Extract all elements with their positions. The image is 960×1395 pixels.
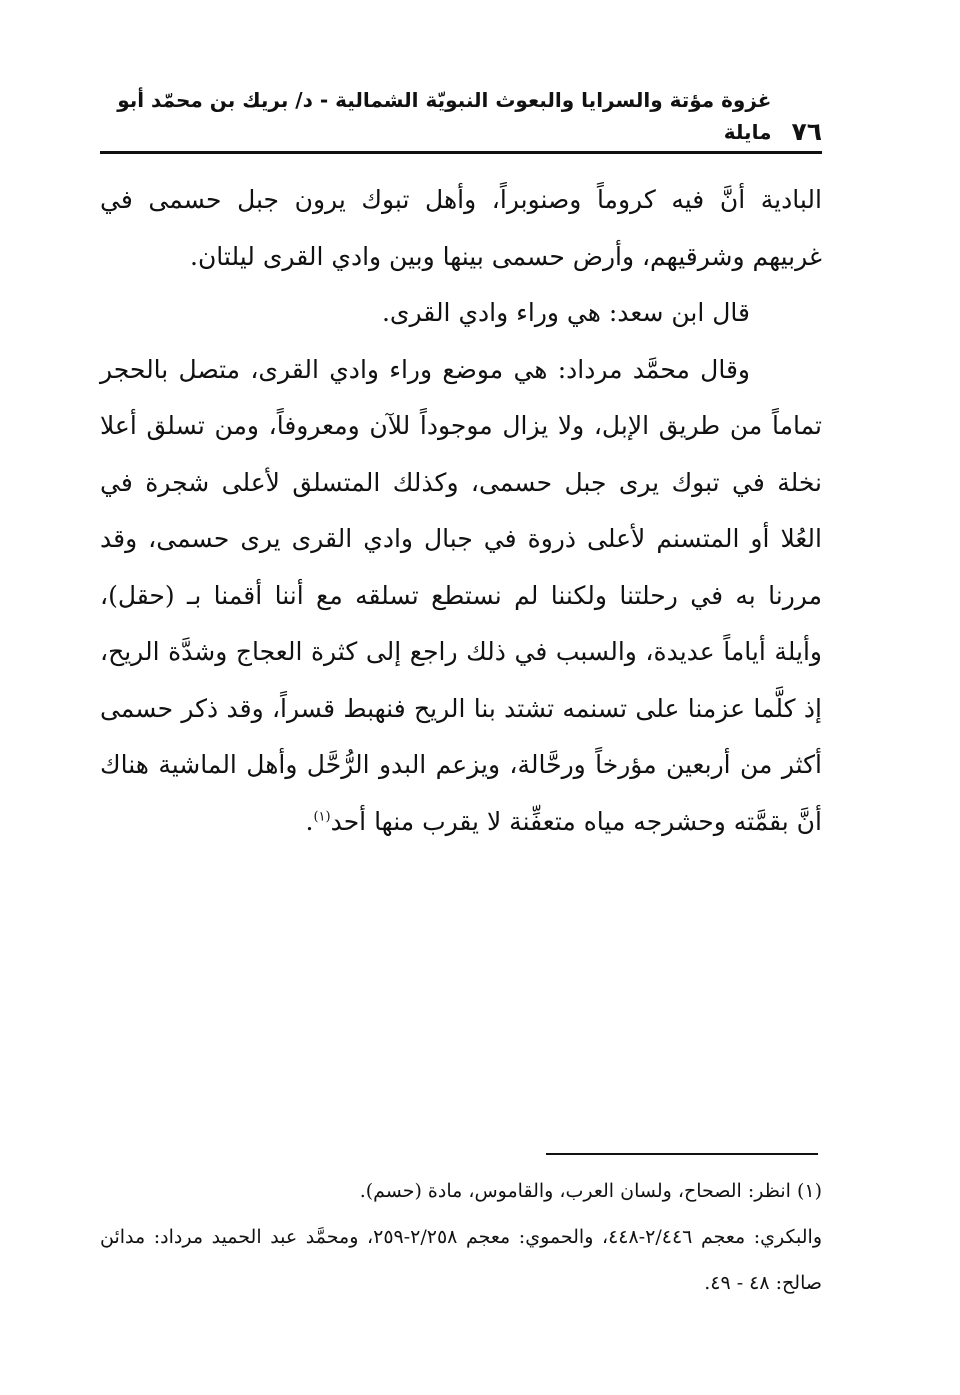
main-text	[100, 172, 822, 850]
paragraph-text: وقال محمَّد مرداد: هي موضع وراء وادي القرى، متصل بالحجر تماماً من طريق الإبل، ولا يزال موجوداً للآن ومعروفاً، ومن تسلق أعلا نخلة في تبوك يرى جبل حسمى، وكذلك المتسلق لأعلى شجرة في العُلا أو المتسنم لأعلى ذروة في جبال وادي القرى يرى حسمى، وقد مررنا به في رحلتنا ولكننا لم نستطع تسلقه مع أننا أقمنا بـ (حقل)، وأيلة أياماً عديدة، والسبب في ذلك راجع إلى كثرة العجاج وشدَّة الريح، إذ كلَّما عزمنا على تسنمه تشتد بنا الريح فنهبط قسراً، وقد ذكر حسمى أكثر من أربعين مؤرخاً ورحَّالة، ويزعم البدو الرُّحَّل وأهل الماشية هناك أنَّ بقمَّته وحشرجه مياه متعفِّنة لا يقرب منها أحد	[100, 354, 822, 836]
paragraph: قال ابن سعد: هي وراء وادي القرى.	[381, 298, 750, 327]
paragraph: البادية أنَّ فيه كروماً وصنوبراً، وأهل تبوك يرون جبل حسمى في غربيهم وشرقيهم، وأرض حسمى بينها وبين وادي القرى ليلتان.	[100, 185, 822, 271]
footnote-marker[interactable]: (١)	[313, 809, 331, 825]
footnote-rule	[546, 1153, 818, 1155]
footnote-line: (١) انظر: الصحاح، ولسان العرب، والقاموس، مادة (حسم).	[359, 1180, 822, 1202]
header-rule	[100, 151, 822, 154]
running-title: غزوة مؤتة والسرايا والبعوث النبويّة الشمالية - د/ بريك بن محمّد أبو مايلة	[117, 88, 772, 144]
footnote-line: والبكري: معجم ٢/٤٤٦-٤٤٨، والحموي: معجم ٢/٢٥٨-٢٥٩، ومحمَّد عبد الحميد مرداد: مدائن صالح: ٤٨ - ٤٩.	[100, 1226, 823, 1294]
paragraph-end: .	[305, 806, 314, 836]
paragraph	[100, 342, 822, 851]
footnotes	[100, 1168, 822, 1306]
page-header	[100, 88, 822, 148]
page-number: ٧٦	[791, 117, 822, 146]
